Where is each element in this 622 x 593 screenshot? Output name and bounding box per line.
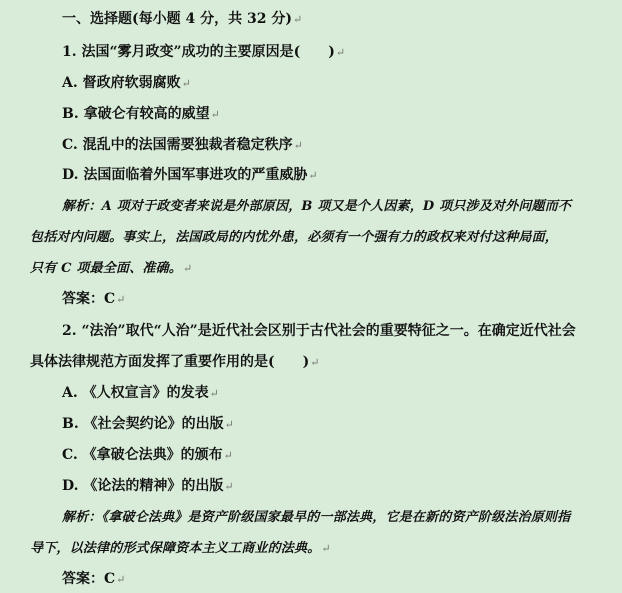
question-1-stem: 1. 法国“雾月政变”成功的主要原因是( )↵: [62, 44, 346, 60]
question-2-option-c: C. 《拿破仑法典》的颁布↵: [62, 447, 233, 463]
question-2-explanation-line-2: 导下，以法律的形式保障资本主义工商业的法典。↵: [30, 541, 331, 556]
question-1-explanation-line-3: 只有 C 项最全面、准确。↵: [30, 261, 193, 276]
question-2-answer: 答案：C↵: [62, 571, 126, 587]
question-1-option-b: B. 拿破仑有较高的威望↵: [62, 106, 220, 122]
question-1-option-a: A. 督政府软弱腐败↵: [62, 75, 191, 91]
question-2-option-b: B. 《社会契约论》的出版↵: [62, 416, 234, 432]
question-1-explanation-line-1: 解析：A 项对于政变者来说是外部原因，B 项又是个人因素，D 项只涉及对外问题而不: [62, 199, 572, 214]
question-2-option-d: D. 《论法的精神》的出版↵: [62, 478, 234, 494]
question-1-answer: 答案：C↵: [62, 291, 126, 307]
question-1-option-c: C. 混乱中的法国需要独裁者稳定秩序↵: [62, 137, 303, 153]
question-1-explanation-line-2: 包括对内问题。事实上，法国政局的内忧外患，必须有一个强有力的政权来对付这种局面，: [30, 230, 559, 245]
question-1-option-d: D. 法国面临着外国军事进攻的严重威胁↵: [62, 167, 318, 183]
question-2-explanation-line-1: 解析：《拿破仑法典》是资产阶级国家最早的一部法典，它是在新的资产阶级法治原则指: [62, 510, 571, 525]
question-2-stem-line-2: 具体法律规范方面发挥了重要作用的是( )↵: [30, 354, 320, 370]
question-2-option-a: A. 《人权宣言》的发表↵: [62, 385, 219, 401]
section-title: 一、选择题(每小题 4 分，共 32 分)↵: [62, 11, 303, 27]
question-2-stem-line-1: 2. “法治”取代“人治”是近代社会区别于古代社会的重要特征之一。在确定近代社会: [62, 323, 576, 339]
